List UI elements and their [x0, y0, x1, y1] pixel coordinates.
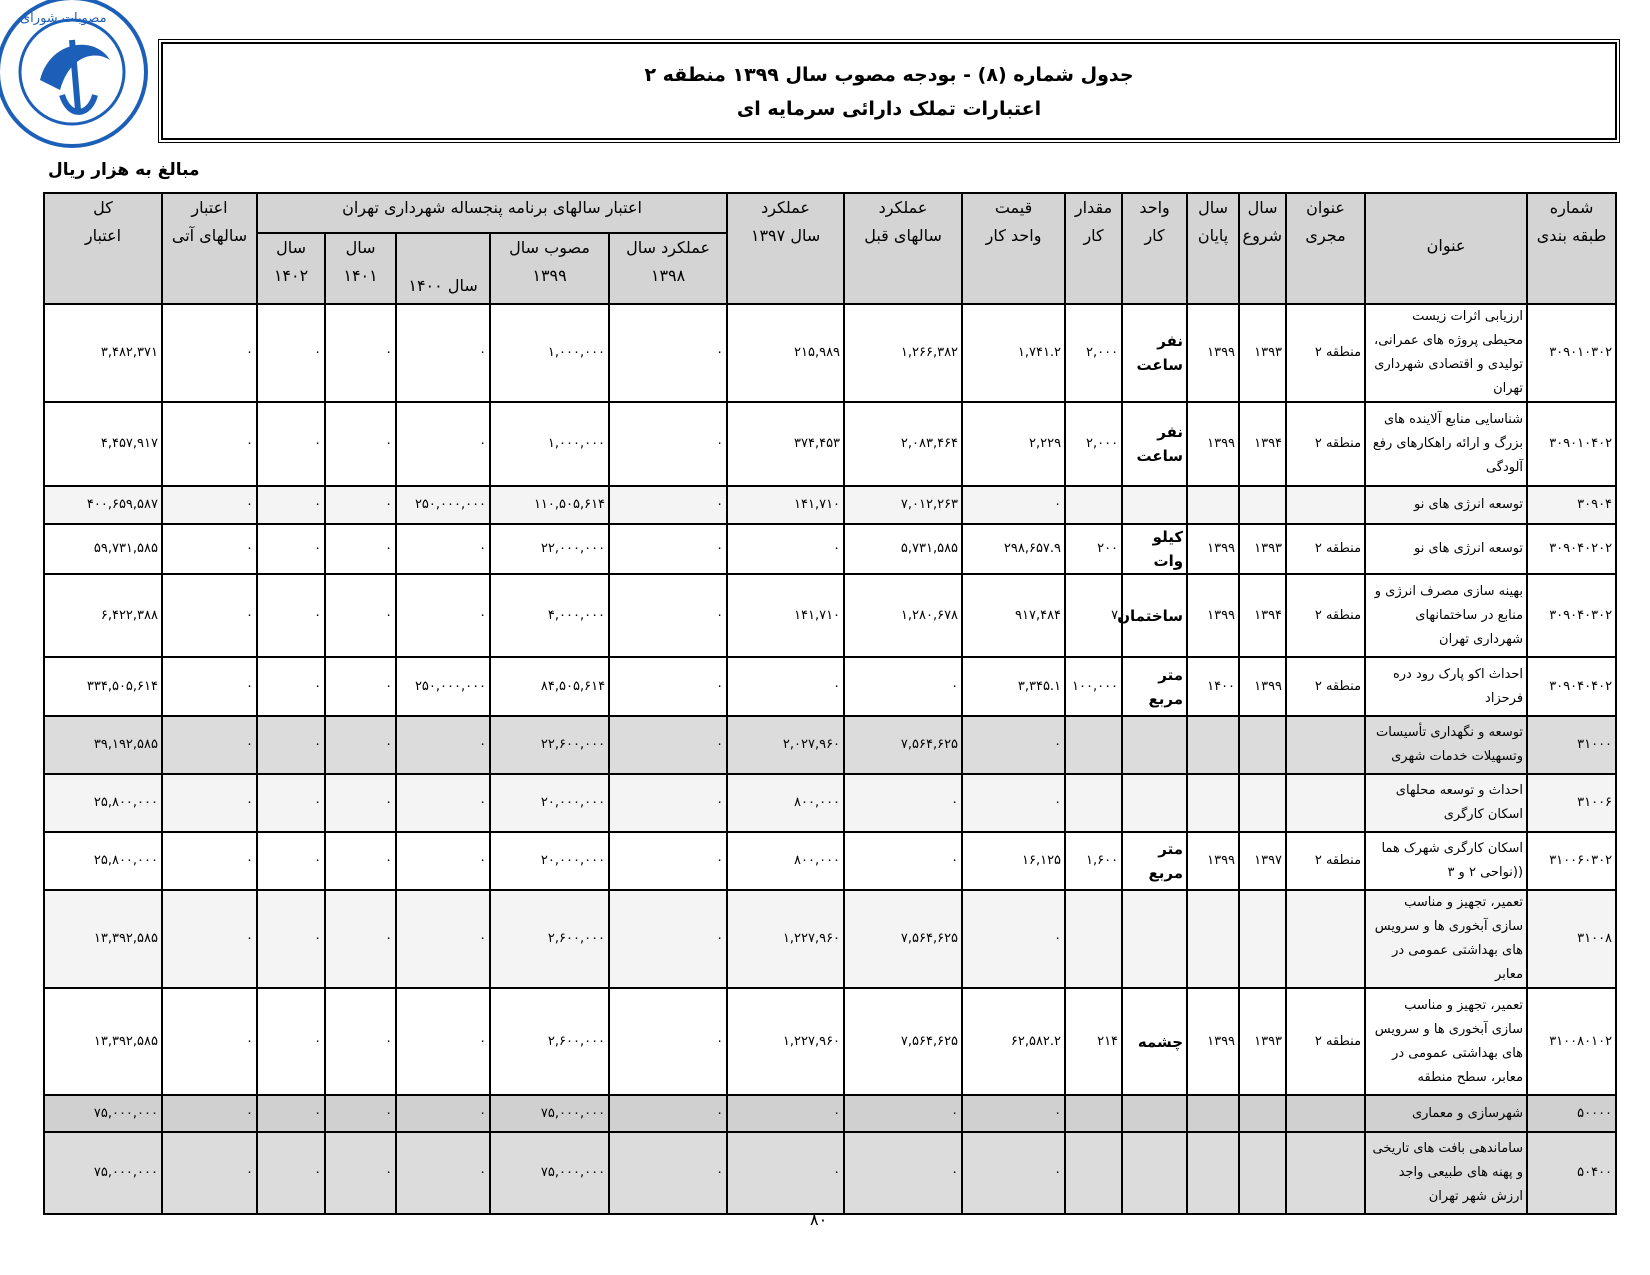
cell-y1400: ۰ — [396, 1132, 490, 1214]
column-header-line: سال — [1198, 198, 1228, 217]
table-row — [44, 890, 1616, 988]
table-row — [44, 1132, 1616, 1214]
column-header-line: پایان — [1197, 226, 1229, 245]
table-row — [44, 1095, 1616, 1132]
document-title: جدول شماره (۸) - بودجه مصوب سال ۱۳۹۹ منطقه ۲ — [644, 64, 1134, 86]
column-header-future — [162, 193, 257, 304]
cell-qty — [1065, 486, 1122, 524]
cell-y1401: ۰ — [325, 774, 396, 832]
column-header-line: طبقه بندی — [1536, 226, 1607, 245]
cell-title: ساماندهی بافت های تاریخی و پهنه های طبیعی واجد ارزش شهر تهران — [1365, 1132, 1527, 1214]
cell-executor — [1286, 716, 1365, 774]
cell-start — [1239, 1095, 1286, 1132]
cell-y1397: ۸۰۰,۰۰۰ — [727, 774, 844, 832]
cell-end: ۱۳۹۹ — [1187, 304, 1239, 402]
cell-code: ۳۰۹۰۴ — [1527, 486, 1616, 524]
cell-executor: منطقه ۲ — [1286, 657, 1365, 716]
cell-executor: منطقه ۲ — [1286, 524, 1365, 574]
column-header-line: کار — [1144, 226, 1165, 245]
cell-y1402: ۰ — [257, 832, 325, 890]
column-header-price — [962, 193, 1065, 304]
table-row — [44, 304, 1616, 402]
cell-total: ۳۹,۱۹۲,۵۸۵ — [44, 716, 162, 774]
cell-start: ۱۳۹۷ — [1239, 832, 1286, 890]
cell-executor: منطقه ۲ — [1286, 832, 1365, 890]
cell-prev: ۰ — [844, 774, 962, 832]
cell-end: ۱۳۹۹ — [1187, 574, 1239, 657]
column-header-line: سالهای آتی — [171, 226, 248, 245]
cell-code: ۳۰۹۰۱۰۴۰۲ — [1527, 402, 1616, 486]
column-header-line: عملکرد — [878, 198, 928, 217]
cell-y1401: ۰ — [325, 304, 396, 402]
cell-unit: کیلو وات — [1122, 524, 1187, 574]
cell-price: ۱۶,۱۲۵ — [962, 832, 1065, 890]
cell-y1401: ۰ — [325, 890, 396, 988]
column-header-total — [44, 193, 162, 304]
cell-y1402: ۰ — [257, 890, 325, 988]
cell-executor — [1286, 1095, 1365, 1132]
column-header-line: اعتبار سالهای برنامه پنجساله شهرداری تهران — [342, 198, 642, 217]
cell-prev: ۷,۵۶۴,۶۲۵ — [844, 988, 962, 1095]
cell-price: ۶۲,۵۸۲.۲ — [962, 988, 1065, 1095]
cell-executor: منطقه ۲ — [1286, 402, 1365, 486]
cell-y1401: ۰ — [325, 657, 396, 716]
cell-future: ۰ — [162, 304, 257, 402]
cell-y1398: ۰ — [609, 486, 727, 524]
cell-total: ۱۳,۳۹۲,۵۸۵ — [44, 890, 162, 988]
cell-qty — [1065, 1132, 1122, 1214]
cell-y1400: ۲۵۰,۰۰۰,۰۰۰ — [396, 657, 490, 716]
cell-total: ۷۵,۰۰۰,۰۰۰ — [44, 1132, 162, 1214]
cell-future: ۰ — [162, 657, 257, 716]
cell-y1401: ۰ — [325, 486, 396, 524]
column-header-line: ۱۳۹۹ — [532, 266, 567, 285]
column-header-line: ۱۴۰۲ — [273, 266, 309, 285]
cell-end: ۱۳۹۹ — [1187, 524, 1239, 574]
cell-qty: ۲,۰۰۰ — [1065, 402, 1122, 486]
cell-y1401: ۰ — [325, 574, 396, 657]
cell-title: شناسایی منابع آلاینده های بزرگ و ارائه راهکارهای رفع آلودگی — [1365, 402, 1527, 486]
column-header-group — [257, 193, 727, 233]
cell-y1399: ۱۱۰,۵۰۵,۶۱۴ — [490, 486, 609, 524]
cell-start — [1239, 774, 1286, 832]
column-header-line: عملکرد سال — [626, 238, 710, 257]
table-row — [44, 657, 1616, 716]
cell-start — [1239, 716, 1286, 774]
column-header-line: عملکرد — [761, 198, 810, 217]
cell-price: ۳,۳۴۵.۱ — [962, 657, 1065, 716]
cell-y1399: ۴,۰۰۰,۰۰۰ — [490, 574, 609, 657]
cell-y1399: ۸۴,۵۰۵,۶۱۴ — [490, 657, 609, 716]
cell-y1397: ۱,۲۲۷,۹۶۰ — [727, 988, 844, 1095]
column-header-line: سال ۱۴۰۰ — [408, 276, 478, 295]
cell-unit — [1122, 486, 1187, 524]
column-header-line: اعتبار — [84, 226, 122, 245]
cell-y1400: ۰ — [396, 524, 490, 574]
cell-y1401: ۰ — [325, 524, 396, 574]
column-header-start — [1239, 193, 1286, 304]
cell-y1397: ۲۱۵,۹۸۹ — [727, 304, 844, 402]
cell-y1398: ۰ — [609, 402, 727, 486]
cell-qty — [1065, 890, 1122, 988]
cell-executor — [1286, 890, 1365, 988]
cell-qty: ۱۰۰,۰۰۰ — [1065, 657, 1122, 716]
cell-y1397: ۰ — [727, 1132, 844, 1214]
cell-price: ۰ — [962, 1132, 1065, 1214]
cell-y1397: ۰ — [727, 657, 844, 716]
cell-y1398: ۰ — [609, 524, 727, 574]
cell-unit — [1122, 774, 1187, 832]
council-seal-logo — [0, 0, 160, 158]
cell-start — [1239, 1132, 1286, 1214]
table-row — [44, 486, 1616, 524]
cell-future: ۰ — [162, 1132, 257, 1214]
cell-y1402: ۰ — [257, 774, 325, 832]
column-header-line: کل — [93, 198, 113, 217]
cell-y1400: ۲۵۰,۰۰۰,۰۰۰ — [396, 486, 490, 524]
cell-y1398: ۰ — [609, 657, 727, 716]
cell-start: ۱۳۹۳ — [1239, 524, 1286, 574]
cell-code: ۳۱۰۰۰ — [1527, 716, 1616, 774]
cell-executor — [1286, 774, 1365, 832]
table-row — [44, 988, 1616, 1095]
cell-prev: ۰ — [844, 832, 962, 890]
column-header-end — [1187, 193, 1239, 304]
cell-y1399: ۱,۰۰۰,۰۰۰ — [490, 402, 609, 486]
cell-unit — [1122, 1132, 1187, 1214]
column-header-code — [1527, 193, 1616, 304]
column-header-title — [1365, 193, 1527, 304]
cell-end — [1187, 716, 1239, 774]
cell-y1397: ۳۷۴,۴۵۳ — [727, 402, 844, 486]
cell-y1397: ۸۰۰,۰۰۰ — [727, 832, 844, 890]
document-subtitle: اعتبارات تملک دارائی سرمایه ای — [736, 98, 1042, 120]
cell-price: ۰ — [962, 774, 1065, 832]
cell-y1398: ۰ — [609, 988, 727, 1095]
cell-y1398: ۰ — [609, 574, 727, 657]
cell-future: ۰ — [162, 1095, 257, 1132]
cell-code: ۳۱۰۰۶ — [1527, 774, 1616, 832]
cell-title: توسعه انرژی های نو — [1365, 524, 1527, 574]
cell-total: ۳,۴۸۲,۳۷۱ — [44, 304, 162, 402]
table-row — [44, 774, 1616, 832]
cell-y1402: ۰ — [257, 524, 325, 574]
cell-future: ۰ — [162, 716, 257, 774]
cell-title: توسعه انرژی های نو — [1365, 486, 1527, 524]
cell-total: ۶,۴۲۲,۳۸۸ — [44, 574, 162, 657]
cell-end: ۱۳۹۹ — [1187, 832, 1239, 890]
cell-total: ۴۰۰,۶۵۹,۵۸۷ — [44, 486, 162, 524]
cell-prev: ۰ — [844, 657, 962, 716]
cell-code: ۳۰۹۰۴۰۳۰۲ — [1527, 574, 1616, 657]
cell-title: تعمیر، تجهیز و مناسب سازی آبخوری ها و سرویس های بهداشتی عمومی در معابر، سطح منطقه — [1365, 988, 1527, 1095]
cell-y1399: ۲۲,۰۰۰,۰۰۰ — [490, 524, 609, 574]
cell-y1399: ۷۵,۰۰۰,۰۰۰ — [490, 1095, 609, 1132]
column-header-line: سال — [1247, 198, 1278, 217]
cell-code: ۵۰۴۰۰ — [1527, 1132, 1616, 1214]
cell-executor: منطقه ۲ — [1286, 304, 1365, 402]
cell-end — [1187, 890, 1239, 988]
cell-end: ۱۳۹۹ — [1187, 988, 1239, 1095]
cell-y1398: ۰ — [609, 1132, 727, 1214]
cell-unit: نفر ساعت — [1122, 304, 1187, 402]
cell-price: ۰ — [962, 716, 1065, 774]
cell-prev: ۱,۲۸۰,۶۷۸ — [844, 574, 962, 657]
column-header-line: مجری — [1305, 226, 1346, 245]
table-row — [44, 402, 1616, 486]
cell-unit — [1122, 716, 1187, 774]
column-header-y1398 — [609, 233, 727, 304]
column-header-line: شروع — [1242, 226, 1283, 245]
cell-qty: ۲۱۴ — [1065, 988, 1122, 1095]
cell-prev: ۷,۰۱۲,۲۶۳ — [844, 486, 962, 524]
cell-total: ۱۳,۳۹۲,۵۸۵ — [44, 988, 162, 1095]
cell-executor — [1286, 1132, 1365, 1214]
column-header-line: ۱۳۹۸ — [650, 266, 686, 285]
column-header-executor — [1286, 193, 1365, 304]
cell-y1400: ۰ — [396, 890, 490, 988]
cell-y1402: ۰ — [257, 304, 325, 402]
cell-y1397: ۱۴۱,۷۱۰ — [727, 486, 844, 524]
cell-y1402: ۰ — [257, 1095, 325, 1132]
cell-y1398: ۰ — [609, 774, 727, 832]
cell-future: ۰ — [162, 486, 257, 524]
cell-executor: منطقه ۲ — [1286, 988, 1365, 1095]
cell-title: تعمیر، تجهیز و مناسب سازی آبخوری ها و سرویس های بهداشتی عمومی در معابر — [1365, 890, 1527, 988]
cell-unit: نفر ساعت — [1122, 402, 1187, 486]
cell-executor — [1286, 486, 1365, 524]
column-header-y1399 — [490, 233, 609, 304]
cell-y1401: ۰ — [325, 716, 396, 774]
cell-end: ۱۳۹۹ — [1187, 402, 1239, 486]
cell-y1397: ۱,۲۲۷,۹۶۰ — [727, 890, 844, 988]
cell-y1399: ۱,۰۰۰,۰۰۰ — [490, 304, 609, 402]
cell-unit: چشمه — [1122, 988, 1187, 1095]
column-header-unit — [1122, 193, 1187, 304]
cell-y1402: ۰ — [257, 486, 325, 524]
cell-price: ۱,۷۴۱.۲ — [962, 304, 1065, 402]
cell-title: احداث اکو پارک رود دره فرحزاد — [1365, 657, 1527, 716]
cell-price: ۰ — [962, 1095, 1065, 1132]
cell-prev: ۰ — [844, 1095, 962, 1132]
cell-future: ۰ — [162, 402, 257, 486]
cell-code: ۳۰۹۰۴۰۴۰۲ — [1527, 657, 1616, 716]
cell-y1399: ۲,۶۰۰,۰۰۰ — [490, 988, 609, 1095]
cell-code: ۳۱۰۰۸۰۱۰۲ — [1527, 988, 1616, 1095]
cell-title: توسعه و نگهداری تأسیسات وتسهیلات خدمات شهری — [1365, 716, 1527, 774]
cell-future: ۰ — [162, 774, 257, 832]
cell-title: بهینه سازی مصرف انرژی و منابع در ساختمانهای شهرداری تهران — [1365, 574, 1527, 657]
table-row — [44, 716, 1616, 774]
cell-title: اسکان کارگری شهرک هما ((نواحی ۲ و ۳ — [1365, 832, 1527, 890]
cell-unit: متر مربع — [1122, 657, 1187, 716]
cell-executor: منطقه ۲ — [1286, 574, 1365, 657]
cell-qty — [1065, 1095, 1122, 1132]
cell-code: ۵۰۰۰۰ — [1527, 1095, 1616, 1132]
cell-y1402: ۰ — [257, 657, 325, 716]
document-title-box — [161, 42, 1617, 140]
cell-y1397: ۲,۰۲۷,۹۶۰ — [727, 716, 844, 774]
cell-price: ۰ — [962, 890, 1065, 988]
cell-y1400: ۰ — [396, 988, 490, 1095]
column-header-line: مقدار — [1074, 198, 1113, 217]
cell-start: ۱۳۹۴ — [1239, 402, 1286, 486]
page-number: ۸۰ — [810, 1210, 828, 1229]
cell-unit — [1122, 1095, 1187, 1132]
cell-code: ۳۰۹۰۴۰۲۰۲ — [1527, 524, 1616, 574]
cell-y1398: ۰ — [609, 832, 727, 890]
cell-price: ۲,۲۲۹ — [962, 402, 1065, 486]
cell-qty: ۷ — [1065, 574, 1122, 657]
cell-total: ۳۳۴,۵۰۵,۶۱۴ — [44, 657, 162, 716]
cell-prev: ۰ — [844, 1132, 962, 1214]
column-header-line: سال — [345, 238, 376, 257]
cell-y1401: ۰ — [325, 1095, 396, 1132]
cell-y1402: ۰ — [257, 402, 325, 486]
cell-end — [1187, 1095, 1239, 1132]
column-header-line: قیمت — [994, 198, 1033, 217]
cell-y1397: ۱۴۱,۷۱۰ — [727, 574, 844, 657]
cell-unit: متر مربع — [1122, 832, 1187, 890]
cell-future: ۰ — [162, 832, 257, 890]
column-header-line: ۱۴۰۱ — [343, 266, 378, 285]
column-header-line: سالهای قبل — [864, 226, 942, 245]
cell-code: ۳۱۰۰۶۰۳۰۲ — [1527, 832, 1616, 890]
cell-price: ۲۹۸,۶۵۷.۹ — [962, 524, 1065, 574]
cell-y1400: ۰ — [396, 716, 490, 774]
cell-start — [1239, 890, 1286, 988]
cell-y1399: ۲۰,۰۰۰,۰۰۰ — [490, 832, 609, 890]
table-row — [44, 524, 1616, 574]
cell-total: ۴,۴۵۷,۹۱۷ — [44, 402, 162, 486]
cell-total: ۵۹,۷۳۱,۵۸۵ — [44, 524, 162, 574]
cell-start: ۱۳۹۹ — [1239, 657, 1286, 716]
column-header-line: سال ۱۳۹۷ — [750, 226, 821, 245]
column-header-line: شماره — [1549, 198, 1594, 217]
cell-future: ۰ — [162, 574, 257, 657]
column-header-line: کار — [1083, 226, 1104, 245]
cell-future: ۰ — [162, 890, 257, 988]
cell-y1398: ۰ — [609, 890, 727, 988]
cell-prev: ۱,۲۶۶,۳۸۲ — [844, 304, 962, 402]
cell-qty: ۲,۰۰۰ — [1065, 304, 1122, 402]
column-header-qty — [1065, 193, 1122, 304]
cell-y1399: ۲۰,۰۰۰,۰۰۰ — [490, 774, 609, 832]
table-row — [44, 832, 1616, 890]
cell-prev: ۷,۵۶۴,۶۲۵ — [844, 890, 962, 988]
cell-y1400: ۰ — [396, 304, 490, 402]
column-header-y1400 — [396, 233, 490, 304]
cell-y1400: ۰ — [396, 774, 490, 832]
cell-y1399: ۷۵,۰۰۰,۰۰۰ — [490, 1132, 609, 1214]
table-row — [44, 574, 1616, 657]
cell-y1398: ۰ — [609, 716, 727, 774]
column-header-line: عنوان — [1426, 236, 1466, 255]
capital-budget-table — [43, 192, 1617, 1215]
cell-price: ۹۱۷,۴۸۴ — [962, 574, 1065, 657]
cell-code: ۳۱۰۰۸ — [1527, 890, 1616, 988]
cell-y1402: ۰ — [257, 1132, 325, 1214]
column-header-line: عنوان — [1306, 198, 1345, 217]
cell-y1402: ۰ — [257, 988, 325, 1095]
cell-title: احداث و توسعه محلهای اسکان کارگری — [1365, 774, 1527, 832]
cell-y1400: ۰ — [396, 1095, 490, 1132]
cell-title: شهرسازی و معماری — [1365, 1095, 1527, 1132]
cell-start: ۱۳۹۳ — [1239, 304, 1286, 402]
svg-text:مصوبات شورای: مصوبات شورای — [20, 11, 107, 26]
column-header-line: واحد کار — [985, 226, 1042, 245]
cell-y1402: ۰ — [257, 716, 325, 774]
cell-start: ۱۳۹۳ — [1239, 988, 1286, 1095]
cell-end — [1187, 486, 1239, 524]
cell-y1400: ۰ — [396, 574, 490, 657]
cell-qty: ۲۰۰ — [1065, 524, 1122, 574]
cell-price: ۰ — [962, 486, 1065, 524]
column-header-line: واحد — [1139, 198, 1170, 217]
column-header-y1402 — [257, 233, 325, 304]
cell-y1401: ۰ — [325, 988, 396, 1095]
cell-total: ۷۵,۰۰۰,۰۰۰ — [44, 1095, 162, 1132]
cell-end — [1187, 1132, 1239, 1214]
cell-future: ۰ — [162, 988, 257, 1095]
cell-unit: ساختمان — [1122, 574, 1187, 657]
cell-code: ۳۰۹۰۱۰۳۰۲ — [1527, 304, 1616, 402]
cell-y1401: ۰ — [325, 832, 396, 890]
cell-end — [1187, 774, 1239, 832]
cell-start — [1239, 486, 1286, 524]
cell-y1401: ۰ — [325, 402, 396, 486]
column-header-line: مصوب سال — [509, 238, 590, 257]
currency-unit-note: مبالغ به هزار ریال — [48, 160, 200, 180]
cell-y1399: ۲,۶۰۰,۰۰۰ — [490, 890, 609, 988]
cell-future: ۰ — [162, 524, 257, 574]
cell-y1400: ۰ — [396, 402, 490, 486]
cell-qty — [1065, 774, 1122, 832]
column-header-line: سال — [276, 238, 306, 257]
cell-y1397: ۰ — [727, 1095, 844, 1132]
cell-y1398: ۰ — [609, 304, 727, 402]
cell-unit — [1122, 890, 1187, 988]
cell-prev: ۷,۵۶۴,۶۲۵ — [844, 716, 962, 774]
cell-prev: ۲,۰۸۳,۴۶۴ — [844, 402, 962, 486]
cell-y1397: ۰ — [727, 524, 844, 574]
cell-start: ۱۳۹۴ — [1239, 574, 1286, 657]
column-header-y1401 — [325, 233, 396, 304]
cell-qty — [1065, 716, 1122, 774]
cell-total: ۲۵,۸۰۰,۰۰۰ — [44, 774, 162, 832]
column-header-y1397 — [727, 193, 844, 304]
cell-prev: ۵,۷۳۱,۵۸۵ — [844, 524, 962, 574]
cell-y1402: ۰ — [257, 574, 325, 657]
cell-y1401: ۰ — [325, 1132, 396, 1214]
cell-total: ۲۵,۸۰۰,۰۰۰ — [44, 832, 162, 890]
column-header-prev — [844, 193, 962, 304]
cell-y1398: ۰ — [609, 1095, 727, 1132]
cell-y1400: ۰ — [396, 832, 490, 890]
cell-title: ارزیابی اثرات زیست محیطی پروژه های عمرانی، تولیدی و اقتصادی شهرداری تهران — [1365, 304, 1527, 402]
cell-y1399: ۲۲,۶۰۰,۰۰۰ — [490, 716, 609, 774]
cell-qty: ۱,۶۰۰ — [1065, 832, 1122, 890]
column-header-line: اعتبار — [191, 198, 228, 217]
cell-end: ۱۴۰۰ — [1187, 657, 1239, 716]
